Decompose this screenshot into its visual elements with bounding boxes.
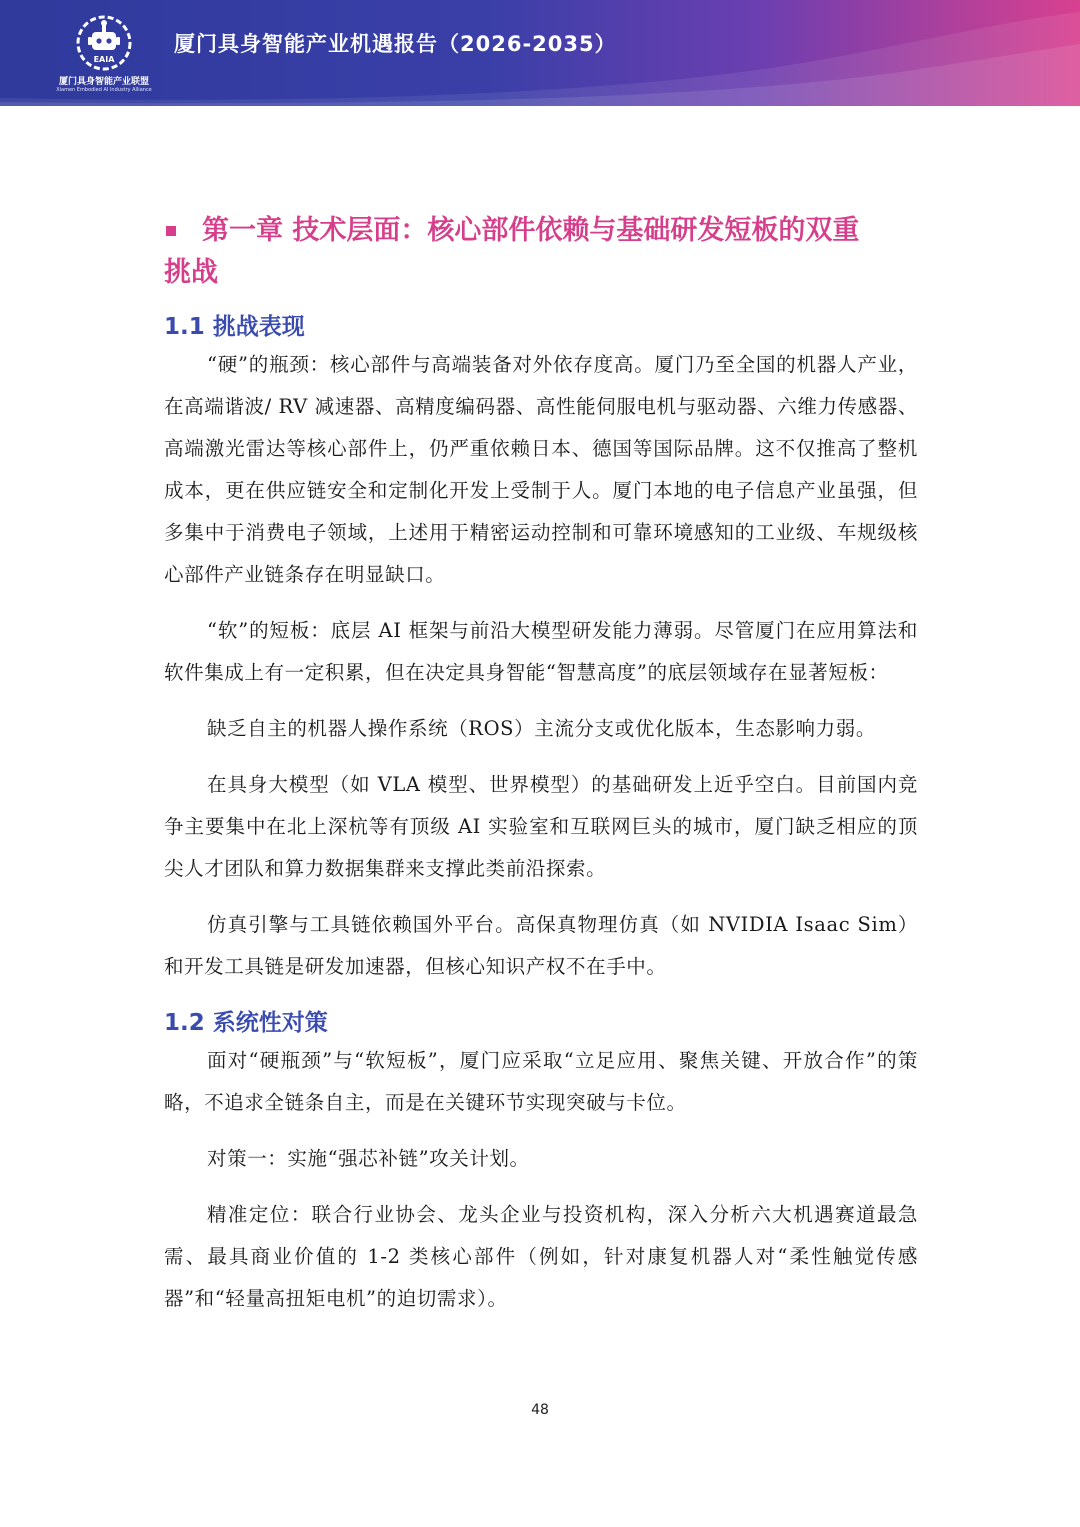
org-name-en: Xiamen Embodied AI Industry Alliance bbox=[56, 87, 152, 93]
paragraph: “软”的短板：底层 AI 框架与前沿大模型研发能力薄弱。尽管厦门在应用算法和软件集成上有一定积累，但在决定具身智能“智慧高度”的底层领域存在显著短板： bbox=[164, 619, 918, 684]
chapter-heading bbox=[164, 210, 918, 294]
alliance-logo bbox=[56, 14, 152, 100]
chapter-heading-line2: 挑战 bbox=[164, 257, 218, 288]
paragraph: 对策一：实施“强芯补链”攻关计划。 bbox=[207, 1147, 530, 1170]
paragraph: 精准定位：联合行业协会、龙头企业与投资机构，深入分析六大机遇赛道最急需、最具商业价值的 1-2 类核心部件（例如，针对康复机器人对“柔性触觉传感器”和“轻量高扭矩电机”的迫切需求）。 bbox=[164, 1203, 918, 1310]
paragraph: 面对“硬瓶颈”与“软短板”，厦门应采取“立足应用、聚焦关键、开放合作”的策略，不追求全链条自主，而是在关键环节实现突破与卡位。 bbox=[164, 1049, 918, 1114]
chapter-bullet-icon bbox=[166, 226, 176, 236]
paragraph: 在具身大模型（如 VLA 模型、世界模型）的基础研发上近乎空白。目前国内竞争主要集中在北上深杭等有顶级 AI 实验室和互联网巨头的城市，厦门缺乏相应的顶尖人才团队和算力数据集群来支撑此类前沿探索。 bbox=[164, 773, 918, 880]
logo-text: EAIA bbox=[93, 55, 115, 64]
page-content bbox=[164, 210, 918, 1334]
page-number: 48 bbox=[531, 1402, 549, 1418]
page-header bbox=[0, 0, 1080, 106]
paragraph: 仿真引擎与工具链依赖国外平台。高保真物理仿真（如 NVIDIA Isaac Sim）和开发工具链是研发加速器，但核心知识产权不在手中。 bbox=[164, 913, 918, 978]
paragraph: “硬”的瓶颈：核心部件与高端装备对外依存度高。厦门乃至全国的机器人产业，在高端谐波/ RV 减速器、高精度编码器、高性能伺服电机与驱动器、六维力传感器、高端激光雷达等核心部件上，仍严重依赖日本、德国等国际品牌。这不仅推高了整机成本，更在供应链安全和定制化开发上受制于人。厦门本地的电子信息产业虽强，但多集中于消费电子领域，上述用于精密运动控制和可靠环境感知的工业级、车规级核心部件产业链条存在明显缺口。 bbox=[164, 353, 918, 586]
org-name: 厦门具身智能产业联盟 bbox=[58, 77, 149, 87]
section-heading-1-2: 1.2 系统性对策 bbox=[164, 1010, 328, 1036]
report-title: 厦门具身智能产业机遇报告（2026-2035） bbox=[174, 32, 617, 56]
paragraph: 缺乏自主的机器人操作系统（ROS）主流分支或优化版本，生态影响力弱。 bbox=[207, 717, 876, 740]
section-heading-1-1: 1.1 挑战表现 bbox=[164, 314, 305, 340]
robot-logo-icon bbox=[72, 14, 136, 72]
chapter-heading-line1: 第一章 技术层面：核心部件依赖与基础研发短板的双重 bbox=[202, 215, 860, 246]
